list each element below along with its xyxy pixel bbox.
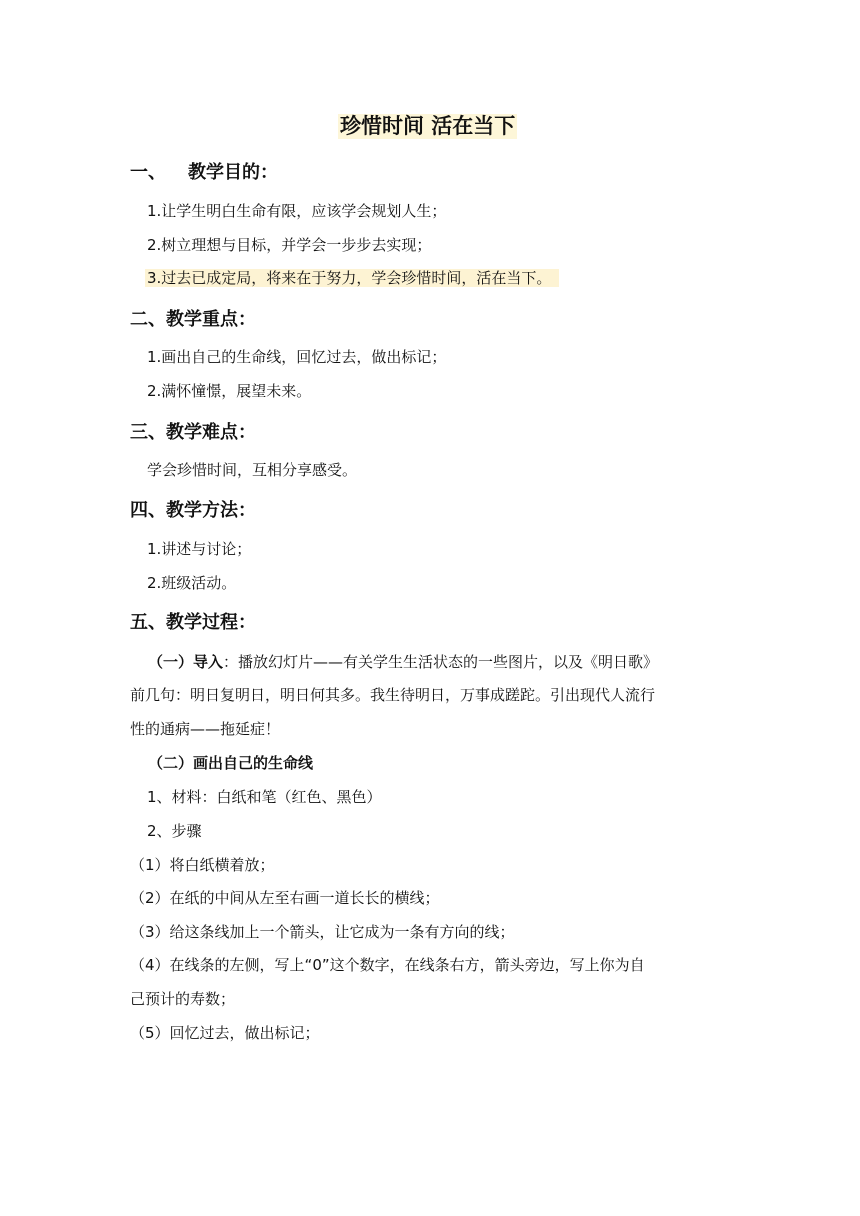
process-paragraph-line-3: 性的通病——拖延症！	[130, 720, 281, 738]
s3-text: 学会珍惜时间，互相分享感受。	[147, 461, 358, 479]
s1-item-2: 2.树立理想与目标，并学会一步步去实现；	[147, 236, 432, 254]
step-line-2: 2、步骤	[147, 822, 202, 840]
step-line-3: （1）将白纸横着放；	[130, 856, 275, 874]
step-line-7: 己预计的寿数；	[130, 990, 236, 1008]
section-4-heading: 四、教学方法：	[130, 500, 256, 521]
document-title: 珍惜时间 活在当下	[340, 114, 516, 138]
process-paragraph-line-2: 前几句：明日复明日，明日何其多。我生待明日，万事成蹉跎。引出现代人流行	[130, 686, 656, 704]
step-line-8: （5）回忆过去，做出标记；	[130, 1024, 320, 1042]
s4-item-1: 1.讲述与讨论；	[147, 540, 252, 558]
step-line-1: 1、材料：白纸和笔（红色、黑色）	[147, 788, 382, 806]
intro-text: ：播放幻灯片——有关学生生活状态的一些图片，以及《明日歌》	[223, 653, 659, 671]
section-1-title: 教学目的：	[188, 162, 278, 183]
s1-item-3: 3.过去已成定局，将来在于努力，学会珍惜时间，活在当下。	[145, 269, 559, 287]
s2-item-1: 1.画出自己的生命线，回忆过去，做出标记；	[147, 348, 447, 366]
s2-item-2: 2.满怀憧憬，展望未来。	[147, 382, 312, 400]
section-1-number: 一、	[130, 162, 166, 183]
step-line-4: （2）在纸的中间从左至右画一道长长的横线；	[130, 889, 440, 907]
section-2-heading: 二、教学重点：	[130, 309, 256, 330]
section-3-heading: 三、教学难点：	[130, 422, 256, 443]
section-5-heading: 五、教学过程：	[130, 612, 256, 633]
lifeline-subheading: （二）画出自己的生命线	[148, 754, 314, 772]
process-paragraph-line-1	[148, 653, 658, 671]
step-line-5: （3）给这条线加上一个箭头，让它成为一条有方向的线；	[130, 923, 515, 941]
section-1-heading	[130, 162, 278, 184]
s1-item-1: 1.让学生明白生命有限，应该学会规划人生；	[147, 202, 447, 220]
s4-item-2: 2.班级活动。	[147, 574, 237, 592]
step-line-6: （4）在线条的左侧，写上“0”这个数字，在线条右方，箭头旁边，写上你为自	[130, 956, 645, 974]
intro-label: （一）导入	[148, 653, 224, 671]
